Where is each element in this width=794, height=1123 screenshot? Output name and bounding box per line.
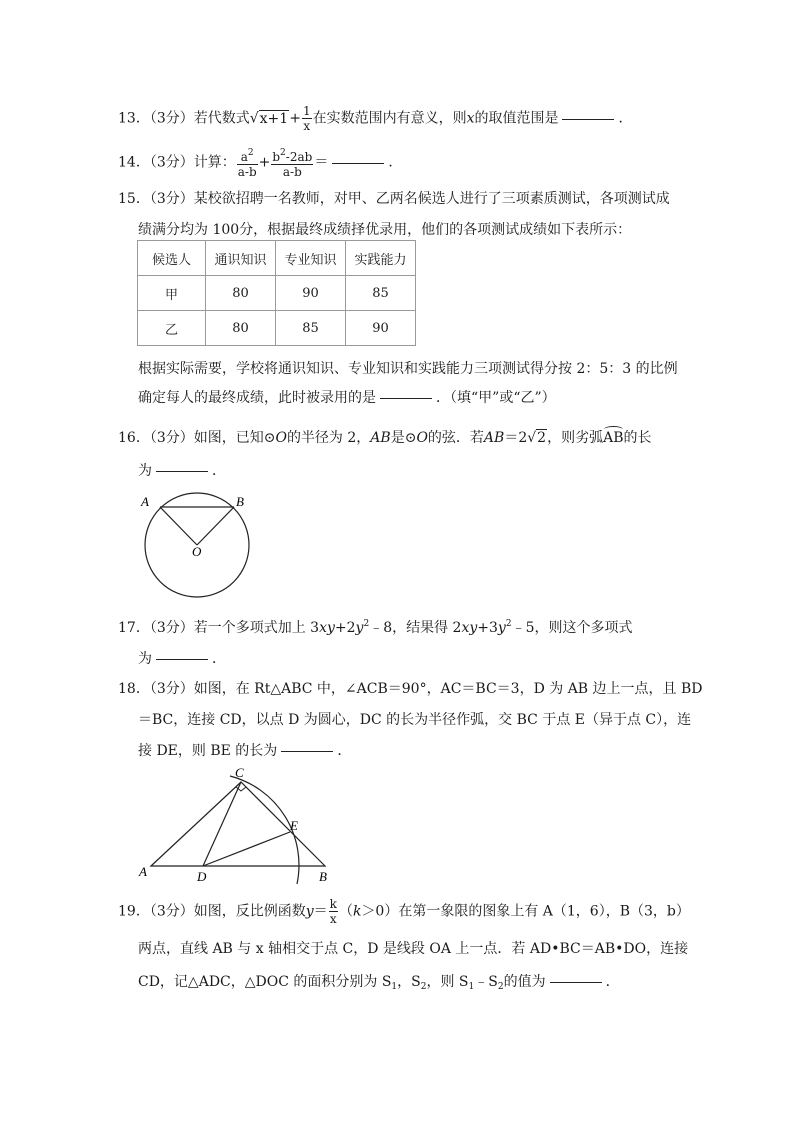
q14-f2-sup: 2 <box>280 148 286 158</box>
q17-text2: +2 <box>334 620 356 636</box>
q13-frac-den: x <box>303 119 311 133</box>
q14-end: ． <box>388 154 403 171</box>
answer-blank-18 <box>281 750 333 752</box>
q19-eq: ＝ <box>313 903 328 920</box>
table-cell: 85 <box>276 311 346 346</box>
q13-label: 13．（3分）若代数式 <box>118 110 250 127</box>
label-a: A <box>139 864 147 879</box>
q19-s3: 1 <box>468 982 475 992</box>
q14-fraction-2 <box>271 146 313 179</box>
q19-line3 <box>138 971 620 992</box>
table-cell: 80 <box>206 276 276 311</box>
q16-o1: O <box>275 430 287 446</box>
table-row <box>138 276 416 311</box>
q13-text2: 在实数范围内有意义，则 <box>312 110 467 127</box>
q16-text3: 是⊙ <box>390 430 417 446</box>
q16-ab1: AB <box>370 430 391 446</box>
q16-text6: ，则劣弧 <box>547 430 604 446</box>
q18-line2: ＝BC，连接 CD，以点 D 为圆心，DC 的长为半径作弧，交 BC 于点 E（异于点 C），连 <box>138 712 692 728</box>
question-19 <box>118 897 690 926</box>
q16-line2 <box>138 460 226 480</box>
label-o: O <box>192 544 202 559</box>
q17-v2: y <box>355 620 364 636</box>
q14-f1-num: a <box>240 150 248 164</box>
sqrt-icon: √ <box>249 110 259 127</box>
answer-blank-16 <box>156 470 208 472</box>
q17-v3: xy <box>461 620 478 636</box>
radius-ob <box>197 507 234 545</box>
q13-frac-num: 1 <box>302 104 311 118</box>
q16-text4: 的弦．若 <box>427 430 484 446</box>
question-13 <box>118 104 632 133</box>
q16-arc: AB <box>603 430 624 446</box>
radius-oa <box>160 507 197 545</box>
q13-var: x <box>466 110 475 127</box>
q19-frac-den: x <box>329 912 337 926</box>
q19-line3e: 的值为 <box>503 974 546 990</box>
q16-text2: 的半径为 2， <box>286 430 371 446</box>
q18-end: ． <box>337 743 352 759</box>
question-16 <box>118 427 652 447</box>
q14-f2-num-b: -2ab <box>285 150 313 164</box>
table-row <box>138 311 416 346</box>
q15-line4 <box>138 387 556 407</box>
table-cell: 90 <box>346 311 416 346</box>
circle-figure <box>132 490 272 600</box>
q18-line3a: 接 DE，则 BE 的长为 <box>138 743 278 759</box>
answer-blank-13 <box>562 118 614 120</box>
q13-end: ． <box>618 110 633 127</box>
q17-v1: xy <box>319 620 335 636</box>
table-cell: 甲 <box>138 276 206 311</box>
q13-fraction <box>302 104 312 133</box>
label-a: A <box>141 494 149 509</box>
q19-s4: 2 <box>497 982 504 992</box>
q19-line2: 两点，直线 AB 与 x 轴相交于点 C，D 是线段 OA 上一点．若 AD•BC＝AB•DO，连接 <box>138 941 689 957</box>
question-14 <box>118 146 402 179</box>
q17-line2 <box>138 648 226 668</box>
q16-end: ． <box>212 463 226 479</box>
q16-text1: 16．（3分）如图，已知⊙ <box>118 430 276 446</box>
q19-y: y <box>305 903 314 920</box>
table-cell: 80 <box>206 311 276 346</box>
q19-end: ． <box>605 974 620 990</box>
label-b: B <box>236 494 244 509</box>
q19-k: k <box>352 903 362 920</box>
q18-line3 <box>138 740 351 760</box>
q19-frac-num: k <box>329 897 337 911</box>
answer-blank-14 <box>332 162 384 164</box>
sqrt-icon: √ <box>527 430 537 446</box>
q16-o2: O <box>416 430 428 446</box>
q17-text4: +3 <box>477 620 498 636</box>
label-e: E <box>290 818 298 833</box>
scores-table <box>137 240 416 346</box>
q16-text7: 的长 <box>623 430 652 446</box>
q19-s2: 2 <box>420 982 427 992</box>
q17-end: ． <box>212 651 226 667</box>
q15-line4b: ．（填“甲”或“乙”） <box>436 390 556 406</box>
answer-blank-17 <box>156 658 208 660</box>
q19-text1: 19．（3分）如图，反比例函数 <box>118 903 306 920</box>
q17-text5: ﹣5，则这个多项式 <box>511 620 633 636</box>
q19-fraction <box>329 897 338 926</box>
q19-line3a: CD，记△ADC，△DOC 的面积分别为 S <box>138 974 392 990</box>
q19-text3: ＞0）在第一象限的图象上有 A（1，6），B（3，b） <box>361 903 690 920</box>
label-c: C <box>235 765 244 780</box>
table-cell: 85 <box>346 276 416 311</box>
q13-text3: 的取值范围是 <box>474 110 559 127</box>
q16-line2-text: 为 <box>138 463 152 479</box>
q13-radicand: x+1 <box>259 110 289 127</box>
q17-sup1: 2 <box>363 619 370 629</box>
q19-s1: 1 <box>391 982 398 992</box>
label-d: D <box>197 869 207 884</box>
q14-label: 14．（3分）计算： <box>118 154 236 171</box>
q17-text3: ﹣8，结果得 2 <box>369 620 462 636</box>
q19-line3d: ﹣S <box>474 974 498 990</box>
table-header-cell: 专业知识 <box>276 241 346 276</box>
q19-line3c: ，则 S <box>426 974 469 990</box>
q14-f2-den: a-b <box>282 165 302 179</box>
q15-line1: 15．（3分）某校欲招聘一名教师，对甲、乙两名候选人进行了三项素质测试，各项测试成 <box>118 191 670 207</box>
q14-f1-den: a-b <box>237 165 257 179</box>
label-b: B <box>319 869 327 884</box>
q18-line1: 18．（3分）如图，在 Rt△ABC 中，∠ACB＝90°，AC＝BC＝3，D 为 AB 边上一点，且 BD <box>118 681 703 697</box>
answer-blank-19 <box>550 981 602 983</box>
q15-line2: 绩满分均为 100分，根据最终成绩择优录用，他们的各项测试成绩如下表所示： <box>138 222 632 238</box>
table-header-cell: 通识知识 <box>206 241 276 276</box>
triangle-figure <box>135 762 350 886</box>
table-cell: 乙 <box>138 311 206 346</box>
q19-text2: （ <box>338 903 353 920</box>
q13-plus: + <box>289 110 301 127</box>
q16-text5: ＝2 <box>504 430 528 446</box>
q17-line2-text: 为 <box>138 651 152 667</box>
q15-line4a: 确定每人的最终成绩，此时被录用的是 <box>138 390 376 406</box>
q16-ab2: AB <box>483 430 505 446</box>
q14-eq: ＝ <box>314 154 329 171</box>
table-header-row <box>138 241 416 276</box>
q14-f2-num-a: b <box>272 150 281 164</box>
q15-line3: 根据实际需要，学校将通识知识、专业知识和实践能力三项测试得分按 2：5：3 的比例 <box>138 361 678 377</box>
q17-text1: 17．（3分）若一个多项式加上 3 <box>118 620 320 636</box>
question-17 <box>118 617 633 637</box>
table-header-cell: 实践能力 <box>346 241 416 276</box>
answer-blank-15 <box>380 397 432 399</box>
table-cell: 90 <box>276 276 346 311</box>
q17-sup2: 2 <box>505 619 512 629</box>
q14-fraction-1 <box>237 146 258 179</box>
q19-line3b: ，S <box>397 974 421 990</box>
q16-sqrt2: 2 <box>537 430 547 446</box>
q17-v4: y <box>497 620 506 636</box>
table-header-cell: 候选人 <box>138 241 206 276</box>
q14-plus: + <box>258 154 271 171</box>
q14-f1-sup: 2 <box>247 148 254 158</box>
triangle-abc <box>151 782 325 866</box>
